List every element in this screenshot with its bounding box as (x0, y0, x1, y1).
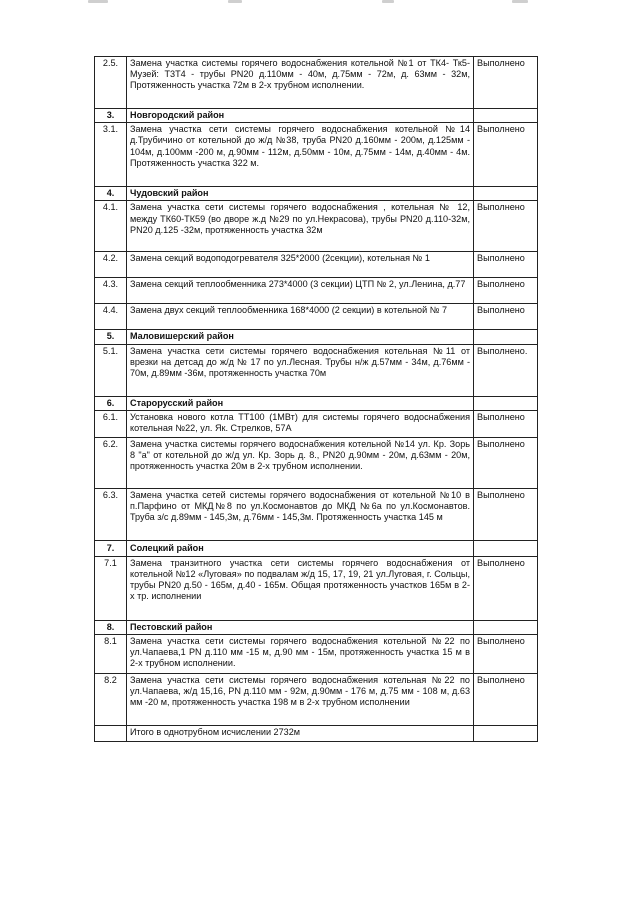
row-status (474, 620, 538, 634)
section-title: Маловишерский район (127, 330, 474, 344)
section-number: 5. (95, 330, 127, 344)
table-row (95, 674, 538, 726)
row-status (474, 187, 538, 201)
table-row (95, 488, 538, 540)
row-status (474, 540, 538, 556)
section-number: 6. (95, 396, 127, 410)
table-row (95, 556, 538, 620)
section-title: Старорусский район (127, 396, 474, 410)
row-number: 5.1. (95, 344, 127, 396)
row-description: Замена участка сети системы горячего водоснабжения котельная №22 по ул.Чапаева, ж/д 15,16, PN д.110 мм - 92м, д.90мм - 176 м, д.75 мм - 108 м, д.63 мм -20 м, протяженность участка 198 м в 2-х трубном исполнении (127, 674, 474, 726)
row-status: Выполнено (474, 437, 538, 488)
table-row (95, 123, 538, 187)
total-text: Итого в однотрубном исчислении 2732м (127, 726, 474, 742)
scan-mark (512, 0, 528, 3)
row-number: 6.1. (95, 410, 127, 437)
row-status: Выполнено (474, 635, 538, 674)
row-description: Замена секций теплообменника 273*4000 (3 секции) ЦТП № 2, ул.Ленина, д.77 (127, 278, 474, 304)
row-description: Замена секций водоподогревателя 325*2000 (2секции), котельная № 1 (127, 252, 474, 278)
section-row (95, 109, 538, 123)
row-number: 8.1 (95, 635, 127, 674)
row-description: Замена участка сети системы горячего водоснабжения , котельная № 12, между ТК60-ТК59 (во дворе ж.д №29 по ул.Некрасова), трубы PN20 д.110-32м, PN20 д.125 -32м, протяженность участка 32м (127, 201, 474, 252)
row-status: Выполнено (474, 278, 538, 304)
row-description: Замена участка системы горячего водоснабжения котельной №1 от ТК4- Тк5- Музей: Т3Т4 - трубы PN20 д.110мм - 40м, д.75мм - 72м, д. 63мм - 32м, Протяженность участка 72м в 2-х трубном исполнении. (127, 57, 474, 109)
row-status: Выполнено (474, 304, 538, 330)
section-number: 7. (95, 540, 127, 556)
section-number: 4. (95, 187, 127, 201)
row-number: 4.4. (95, 304, 127, 330)
section-title: Новгородский район (127, 109, 474, 123)
section-row (95, 620, 538, 634)
row-status: Выполнено (474, 123, 538, 187)
row-number: 4.2. (95, 252, 127, 278)
row-number (95, 726, 127, 742)
row-status: Выполнено (474, 252, 538, 278)
scan-mark (88, 0, 108, 3)
row-number: 6.3. (95, 488, 127, 540)
section-row (95, 396, 538, 410)
section-row (95, 330, 538, 344)
row-status (474, 109, 538, 123)
row-status: Выполнено (474, 410, 538, 437)
table-row (95, 57, 538, 109)
row-description: Замена участка сети системы горячего водоснабжения котельная №11 от врезки на детсад до ж/д № 17 по ул.Лесная. Трубы н/ж д.57мм - 34м, д.76мм - 70м, д.89мм -36м, протяженность участка 70м (127, 344, 474, 396)
row-number: 3.1. (95, 123, 127, 187)
row-description: Установка нового котла ТТ100 (1МВт) для системы горячего водоснабжения котельная №22, ул. Як. Стрелков, 57А (127, 410, 474, 437)
row-status: Выполнено (474, 674, 538, 726)
row-description: Замена транзитного участка сети системы горячего водоснабжения от котельной №12 «Луговая» по подвалам ж/д 15, 17, 19, 21 ул.Луговая, г. Сольцы, трубы PN20 д.50 - 165м, д.40 - 165м. Общая протяженность участков 165м в 2-х тр. исполнении (127, 556, 474, 620)
section-row (95, 187, 538, 201)
row-number: 4.1. (95, 201, 127, 252)
section-number: 8. (95, 620, 127, 634)
row-number: 4.3. (95, 278, 127, 304)
row-status: Выполнено (474, 57, 538, 109)
row-number: 8.2 (95, 674, 127, 726)
row-description: Замена участка сети системы горячего водоснабжения котельной №14 д.Трубичино от котельной до ж/д №38, труба PN20 д.160мм - 200м, д.125мм - 104м, д.100мм -200 м, д.90мм - 112м, д.50мм - 10м, д.75мм - 14м, д.40мм - 4м. Протяженность участка 322 м. (127, 123, 474, 187)
row-status (474, 330, 538, 344)
section-title: Пестовский район (127, 620, 474, 634)
row-description: Замена участка сетей системы горячего водоснабжения от котельной №10 в п.Парфино от МКД№8 по ул.Космонавтов до МКД №6а по ул.Космонавтов. Труба з/с д.89мм - 145,3м, д.76мм - 145,3м. Протяженность участка 145 м (127, 488, 474, 540)
section-title: Чудовский район (127, 187, 474, 201)
table-row (95, 635, 538, 674)
row-description: Замена двух секций теплообменника 168*4000 (2 секции) в котельной № 7 (127, 304, 474, 330)
row-number: 2.5. (95, 57, 127, 109)
section-title: Солецкий район (127, 540, 474, 556)
scan-mark (382, 0, 394, 3)
row-status (474, 396, 538, 410)
table-row (95, 344, 538, 396)
row-number: 6.2. (95, 437, 127, 488)
table-row (95, 437, 538, 488)
table-row (95, 278, 538, 304)
row-number: 7.1 (95, 556, 127, 620)
scan-mark (228, 0, 242, 3)
section-number: 3. (95, 109, 127, 123)
table-row (95, 304, 538, 330)
total-row (95, 726, 538, 742)
table-row (95, 252, 538, 278)
row-status (474, 726, 538, 742)
row-status: Выполнено. (474, 344, 538, 396)
row-status: Выполнено (474, 201, 538, 252)
row-status: Выполнено (474, 488, 538, 540)
works-table (94, 56, 538, 742)
row-description: Замена участка сети системы горячего водоснабжения котельной №22 по ул.Чапаева,1 PN д.110 мм -15 м, д.90 мм - 15м, протяженность участка 15 м в 2-х трубном исполнении. (127, 635, 474, 674)
table-row (95, 201, 538, 252)
section-row (95, 540, 538, 556)
row-status: Выполнено (474, 556, 538, 620)
table-row (95, 410, 538, 437)
row-description: Замена участка системы горячего водоснабжения котельной №14 ул. Кр. Зорь 8 "а" от котельной до ж/д ул. Кр. Зорь д. 8., PN20 д.90мм - 20м, д.63мм - 20м, протяженность участка 20м в 2-х трубном исполнении. (127, 437, 474, 488)
